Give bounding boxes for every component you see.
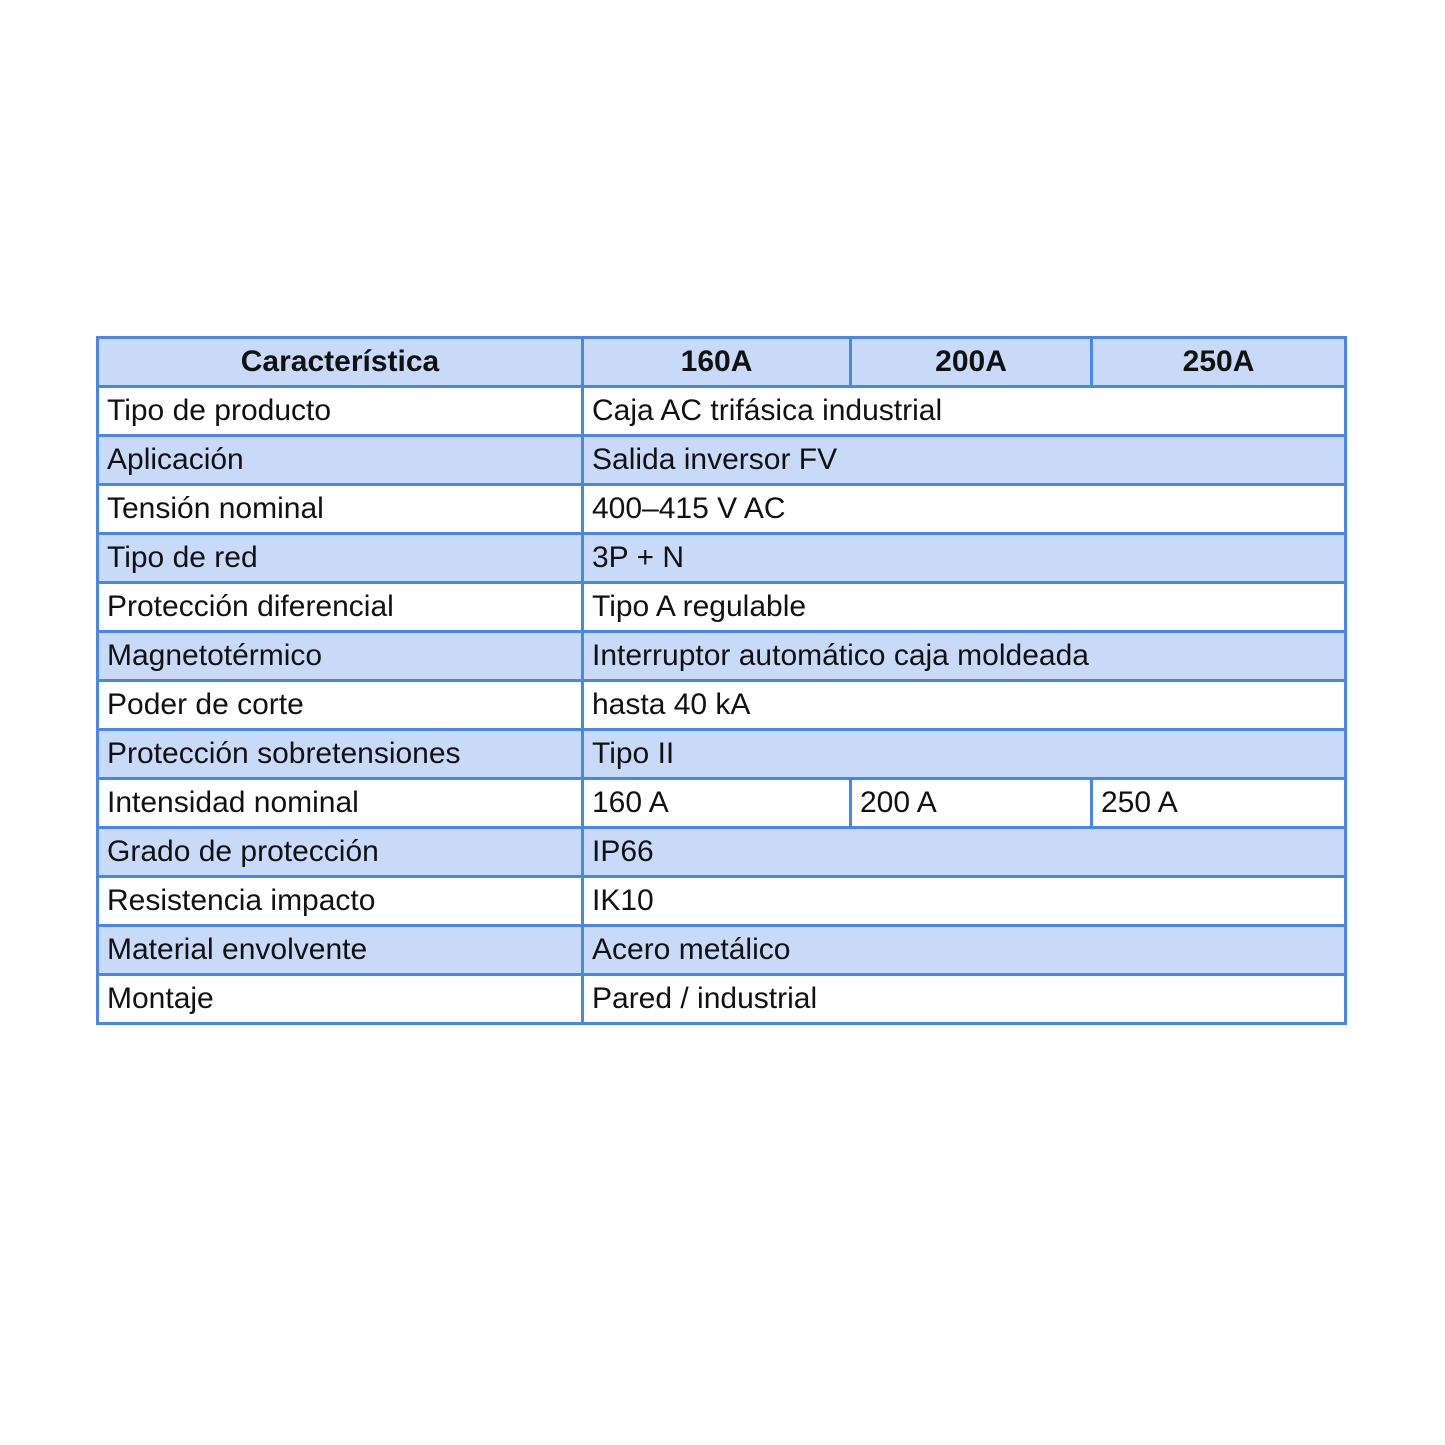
row-label: Aplicación <box>98 436 583 485</box>
row-value: IK10 <box>583 877 1346 926</box>
table-row <box>98 387 1346 436</box>
row-value: Acero metálico <box>583 926 1346 975</box>
row-value-250a: 250 A <box>1092 779 1346 828</box>
table-row <box>98 632 1346 681</box>
header-250a: 250A <box>1092 338 1346 387</box>
row-value-160a: 160 A <box>583 779 851 828</box>
row-label: Tensión nominal <box>98 485 583 534</box>
row-label: Intensidad nominal <box>98 779 583 828</box>
table-row <box>98 583 1346 632</box>
table-row <box>98 730 1346 779</box>
row-label: Protección diferencial <box>98 583 583 632</box>
header-200a: 200A <box>851 338 1092 387</box>
table-row <box>98 877 1346 926</box>
row-label: Protección sobretensiones <box>98 730 583 779</box>
row-value: Caja AC trifásica industrial <box>583 387 1346 436</box>
table-row <box>98 828 1346 877</box>
row-value: Tipo II <box>583 730 1346 779</box>
row-label: Tipo de producto <box>98 387 583 436</box>
row-label: Grado de protección <box>98 828 583 877</box>
row-value: Tipo A regulable <box>583 583 1346 632</box>
table-header-row <box>98 338 1346 387</box>
table-row <box>98 534 1346 583</box>
row-value: Pared / industrial <box>583 975 1346 1024</box>
row-label: Poder de corte <box>98 681 583 730</box>
table-row <box>98 779 1346 828</box>
header-160a: 160A <box>583 338 851 387</box>
header-caracteristica: Característica <box>98 338 583 387</box>
row-value: IP66 <box>583 828 1346 877</box>
table-row <box>98 681 1346 730</box>
row-value-200a: 200 A <box>851 779 1092 828</box>
table-row <box>98 926 1346 975</box>
row-value: 400–415 V AC <box>583 485 1346 534</box>
row-label: Resistencia impacto <box>98 877 583 926</box>
row-value: hasta 40 kA <box>583 681 1346 730</box>
row-value: Interruptor automático caja moldeada <box>583 632 1346 681</box>
table-row <box>98 485 1346 534</box>
row-label: Magnetotérmico <box>98 632 583 681</box>
row-value: 3P + N <box>583 534 1346 583</box>
row-label: Montaje <box>98 975 583 1024</box>
row-value: Salida inversor FV <box>583 436 1346 485</box>
table-row <box>98 975 1346 1024</box>
table-row <box>98 436 1346 485</box>
spec-table <box>96 336 1347 1025</box>
row-label: Tipo de red <box>98 534 583 583</box>
row-label: Material envolvente <box>98 926 583 975</box>
